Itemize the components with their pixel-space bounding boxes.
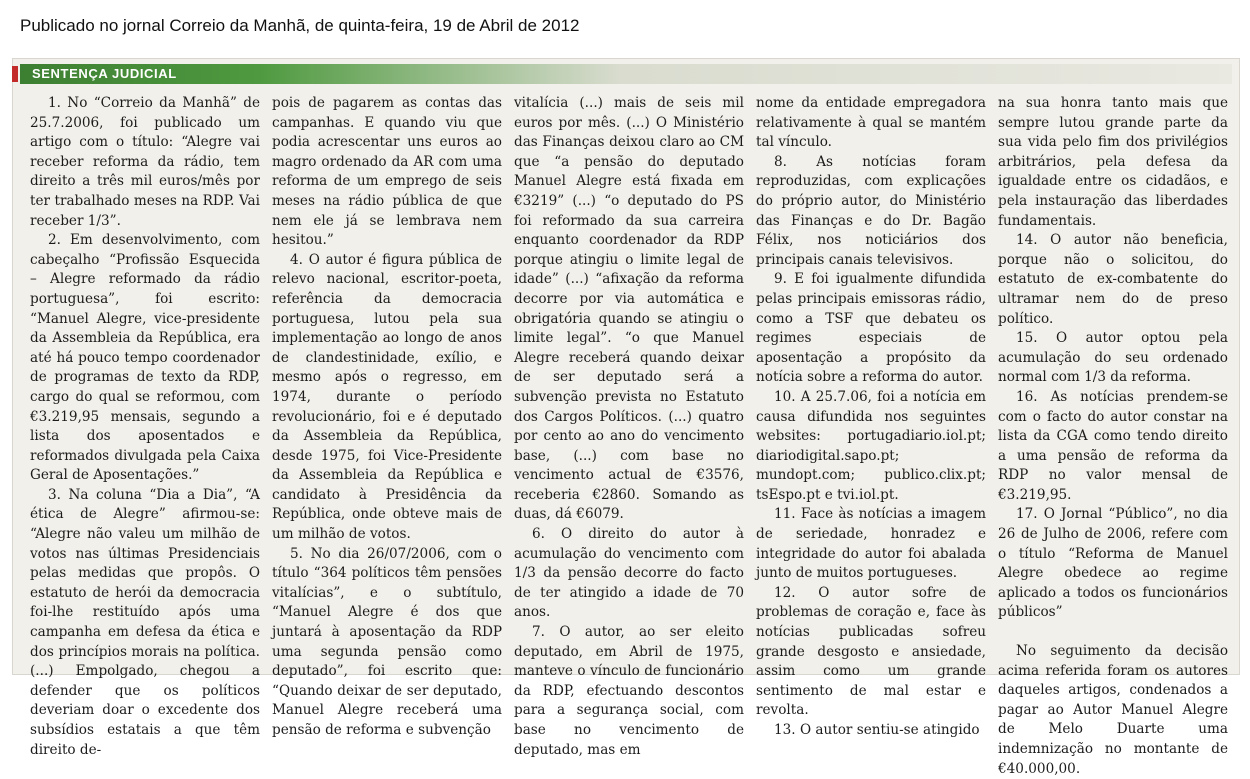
paragraph: 16. As notícias prendem-se com o facto do autor constar na lista da CGA como tendo direito a uma pensão de reforma da RDP no valor mensal de €3.219,95.	[998, 388, 1228, 503]
paragraph: 17. O Jornal “Público”, no dia 26 de Julho de 2006, refere com o título “Reforma de Manuel Alegre obedece ao regime aplicado a todos os funcionários públicos”	[998, 506, 1228, 621]
closing-paragraph: No seguimento da decisão acima referida foram os autores daqueles artigos, condenados a pagar ao Autor Manuel Alegre de Melo Duarte uma indemnização no montante de €40.000,00.	[998, 643, 1228, 777]
column-2	[272, 94, 502, 738]
paragraph: 1. No “Correio da Manhã” de 25.7.2006, foi publicado um artigo com o título: “Alegre vai receber reforma da rádio, tem direito a três mil euros/mês por ter trabalhado meses na RDP. Vai receber 1/3”.	[30, 95, 260, 229]
paragraph: 12. O autor sofre de problemas de coração e, face às notícias publicadas sofreu grande desgosto e ansiedade, assim como um grande sentimento de mal estar e revolta.	[756, 584, 986, 719]
paragraph: 7. O autor, ao ser eleito deputado, em Abril de 1975, manteve o vínculo de funcionário da RDP, efectuando descontos para a segurança social, com base no vencimento de deputado, mas em	[514, 624, 744, 758]
section-title: SENTENÇA JUDICIAL	[32, 66, 177, 81]
paragraph: 11. Face às notícias a imagem de seriedade, honradez e integridade do autor foi abalada junto de muitos portugueses.	[756, 506, 986, 582]
paragraph: pois de pagarem as contas das campanhas. E quando viu que podia acrescentar uns euros ao magro ordenado da AR com uma reforma de um emprego de seis meses na rádio pública de que nem ele já se lembrava nem hesitou.”	[272, 95, 502, 249]
column-3	[514, 94, 744, 758]
paragraph: 14. O autor não beneficia, porque não o solicitou, do estatuto de ex-combatente do ultramar nem do de preso político.	[998, 232, 1228, 327]
paragraph: vitalícia (...) mais de seis mil euros por mês. (...) O Ministério das Finanças deixou claro ao CM que “a pensão do deputado Manuel Alegre está fixada em €3219” (...) “o deputado do PS foi reformado da sua carreira enquanto coordenador da RDP porque atingiu o limite legal de idade” (...) “afixação da reforma decorre por via automática e obrigatória quando se atingiu o limite legal”. “o que Manuel Alegre receberá quando deixar de ser deputado será a subvenção prevista no Estatuto dos Cargos Políticos. (...) quatro por cento ao ano do vencimento base, (...) com base no vencimento actual de €3576, receberia €2860. Somando as duas, dá €6079.	[514, 95, 744, 523]
paragraph: 9. E foi igualmente difundida pelas principais emissoras rádio, como a TSF que debateu os regimes especiais de aposentação a propósito da notícia sobre a reforma do autor.	[756, 271, 986, 386]
paragraph: 3. Na coluna “Dia a Dia”, “A ética de Alegre” afirmou-se: “Alegre não valeu um milhão de votos nas últimas Presidenciais pelas medidas que propôs. O estatuto de herói da democracia foi-lhe restituído após uma campanha em defesa da ética e dos princípios morais na política. (...) Empolgado, chegou a defender que os políticos deveriam doar o excedente dos subsídios estatais a que têm direito de-	[30, 486, 260, 758]
paragraph: 4. O autor é figura pública de relevo nacional, escritor-poeta, referência da democracia portuguesa, lutou pela sua implementação ao longo de anos de clandestinidade, exílio, e mesmo após o regresso, em 1974, durante o período revolucionário, foi e é deputado da Assembleia da República, desde 1975, foi Vice-Presidente da Assembleia da República e candidato à Presidência da República, onde obteve mais de um milhão de votos.	[272, 251, 502, 543]
paragraph: 10. A 25.7.06, foi a notícia em causa difundida nos seguintes websites: portugadiario.iol.pt; diariodigital.sapo.pt; mundopt.com; publico.clix.pt; tsEspo.pt e tvi.iol.pt.	[756, 388, 986, 503]
paragraph: nome da entidade empregadora relativamente à qual se mantém tal vínculo.	[756, 95, 986, 151]
section-header	[20, 64, 1232, 84]
paragraph: 5. No dia 26/07/2006, com o título “364 políticos têm pensões vitalícias”, e o subtítulo, “Manuel Alegre é dos que juntará à aposentação da RDP uma segunda pensão como deputado”, foi escrito que: “Quando deixar de ser deputado, Manuel Alegre receberá uma pensão de reforma e subvenção	[272, 545, 502, 738]
paragraph: 2. Em desenvolvimento, com cabeçalho “Profissão Esquecida – Alegre reformado da rádio portuguesa”, foi escrito: “Manuel Alegre, vice-presidente da Assembleia da República, era até há pouco tempo coordenador de programas de texto da RDP, cargo do qual se reformou, com €3.219,95 mensais, segundo a lista dos aposentados e reformados divulgada pela Caixa Geral de Aposentações.”	[30, 232, 260, 484]
paragraph: 13. O autor sentiu-se atingido	[774, 722, 980, 738]
section-marker	[12, 66, 18, 82]
article-columns	[30, 94, 1230, 777]
paragraph: 8. As notícias foram reproduzidas, com explicações do próprio autor, do Ministério das Finanças e do Dr. Bagão Félix, nos noticiários dos principais canais televisivos.	[756, 153, 986, 268]
paragraph: 6. O direito do autor à acumulação do vencimento com 1/3 da pensão decorre do facto de ter atingido a idade de 70 anos.	[514, 526, 744, 621]
newspaper-clipping	[12, 58, 1240, 777]
column-4	[756, 94, 986, 738]
column-1	[30, 94, 260, 758]
paragraph: na sua honra tanto mais que sempre lutou grande parte da sua vida pelo fim dos privilégios arbitrários, pela defesa da igualdade entre os cidadãos, e pela instauração das liberdades fundamentais.	[998, 95, 1228, 229]
column-5	[998, 94, 1228, 777]
paragraph: 15. O autor optou pela acumulação do seu ordenado normal com 1/3 da reforma.	[998, 330, 1228, 386]
publication-caption: Publicado no jornal Correio da Manhã, de quinta-feira, 19 de Abril de 2012	[20, 16, 580, 35]
